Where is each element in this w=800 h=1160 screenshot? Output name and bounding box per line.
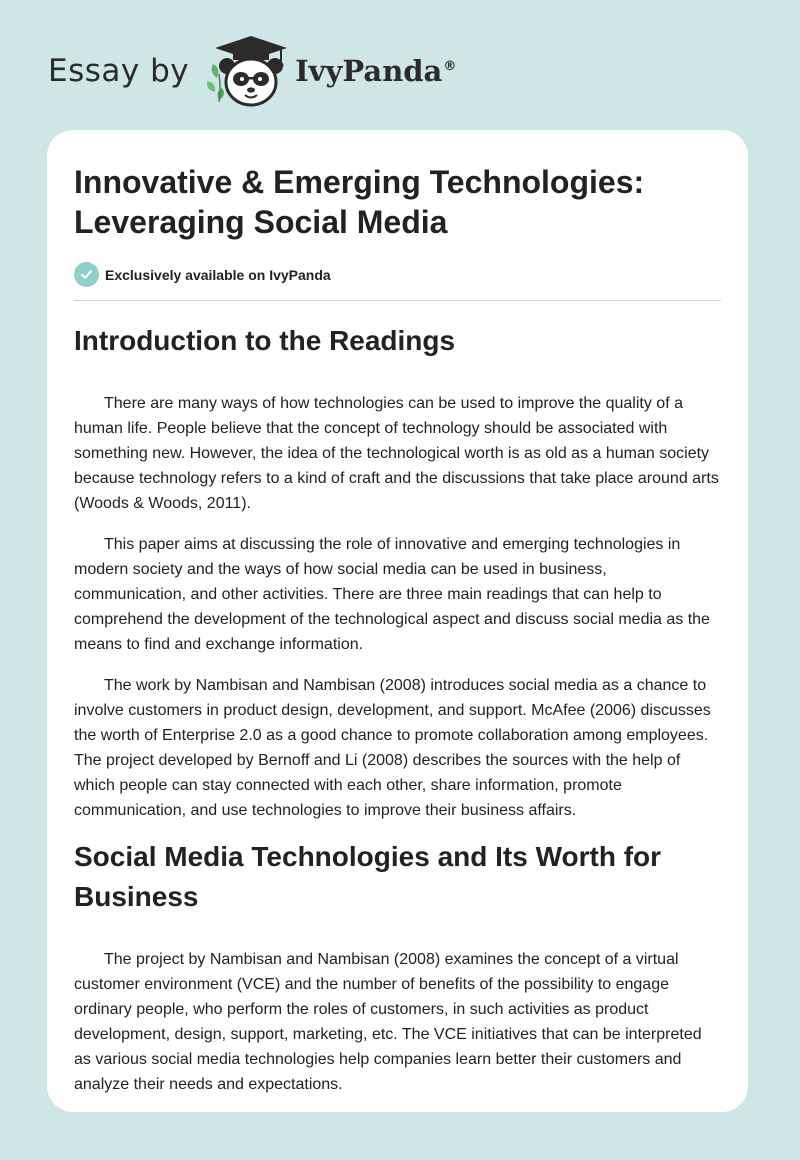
article-title-line1: Innovative & Emerging Technologies: [74,164,645,200]
exclusive-label: Exclusively available on IvyPanda [105,266,331,283]
brand-prefix: Essay by [48,53,190,89]
article-card [47,130,748,1112]
registered-mark: ® [443,59,457,75]
brand-name: IvyPanda® [295,54,457,88]
article-title-line2: Leveraging Social Media [74,204,448,240]
article-title [74,162,721,242]
paragraph: The project by Nambisan and Nambisan (2008) examines the concept of a virtual customer environment (VCE) and the number of benefits of the possibility to engage ordinary people, who perform the roles of customers, in such activities as product development, design, support, marketing, etc. The VCE initiatives that can be interpreted as various social media technologies help companies learn better their customers and analyze their needs and expectations. [74,951,702,1093]
section-heading-social-media: Social Media Technologies and Its Worth for Business [74,841,662,912]
paragraph: There are many ways of how technologies can be used to improve the quality of a human life. People believe that the concept of technology should be associated with something new. However, the idea of the technological worth is as old as a human society because technology refers to a kind of craft and the discussions that take place around arts (Woods & Woods, 2011). [74,395,719,512]
panda-logo-icon[interactable] [203,34,289,108]
paragraph: This paper aims at discussing the role of innovative and emerging technologies in modern society and the ways of how social media can be used in business, communication, and other activities. There are three main readings that can help to comprehend the development of the technological aspect and discuss social media as the means to find and exchange information. [74,536,710,653]
brand-header [48,34,456,108]
check-circle-icon [74,262,99,287]
paragraph: The work by Nambisan and Nambisan (2008) introduces social media as a chance to involve customers in product design, development, and support. McAfee (2006) discusses the worth of Enterprise 2.0 as a good chance to promote collaboration among employees. The project developed by Bernoff and Li (2008) describes the sources with the help of which people can stay connected with each other, share information, promote communication, and use technologies to improve their business affairs. [74,677,711,819]
section-heading-introduction: Introduction to the Readings [74,325,456,356]
exclusive-badge [74,262,721,301]
